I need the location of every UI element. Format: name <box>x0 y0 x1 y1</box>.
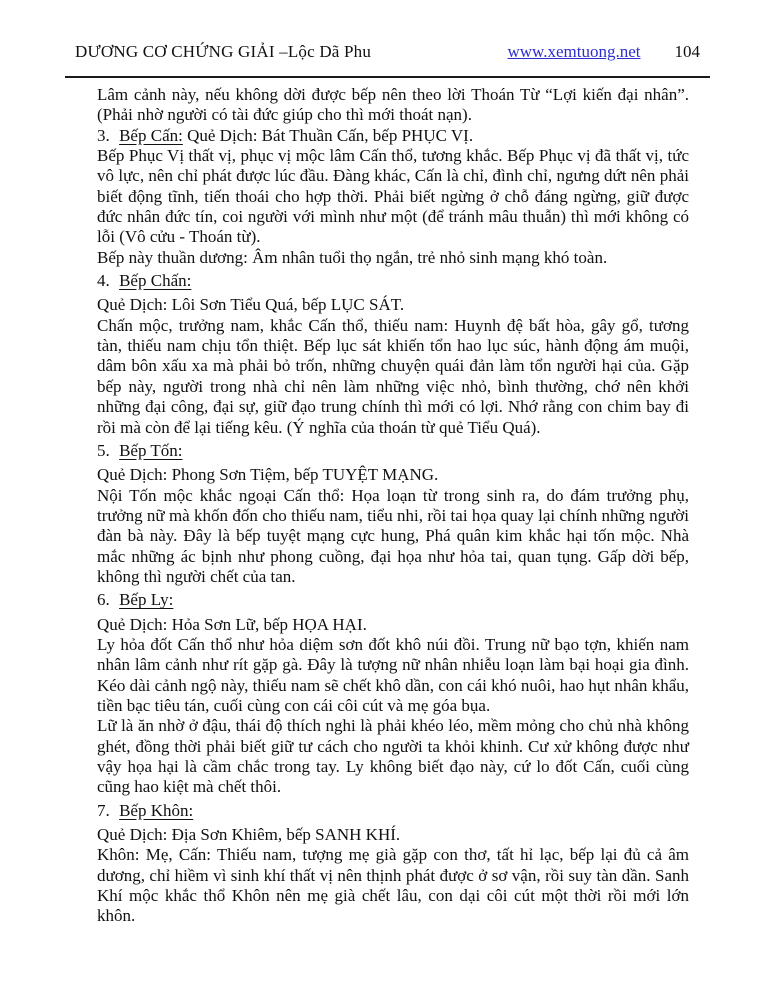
paragraph-que-dich-tuyet-mang: Quẻ Dịch: Phong Sơn Tiệm, bếp TUYỆT MẠNG. <box>97 465 439 485</box>
paragraph-que-dich-luc-sat: Quẻ Dịch: Lôi Sơn Tiểu Quá, bếp LỤC SÁT. <box>97 295 405 315</box>
page-number: 104 <box>674 42 700 61</box>
section-heading-bep-chan <box>97 271 689 291</box>
section-number: 7. <box>97 800 110 820</box>
section-label: Bếp Cấn: <box>119 125 183 145</box>
section-number: 3. <box>97 125 110 145</box>
paragraph-que-dich-hoa-hai: Quẻ Dịch: Hỏa Sơn Lữ, bếp HỌA HẠI. <box>97 614 367 634</box>
section-number: 4. <box>97 271 110 291</box>
page-body <box>97 85 689 927</box>
section-number: 5. <box>97 440 110 460</box>
section-heading-bep-can <box>97 126 689 146</box>
section-heading-bep-khon <box>97 801 689 821</box>
paragraph-lam-canh: Lâm cảnh này, nếu không dời được bếp nên theo lời Thoán Từ “Lợi kiến đại nhân”. (Phải nhờ người có tài đức giúp cho thì mới thoát nạn). <box>97 85 689 125</box>
paragraph-bep-phuc-vi: Bếp Phục Vị thất vị, phục vị mộc lâm Cấn thổ, tương khắc. Bếp Phục vị đã thất vị, tức vô lực, nên chỉ phát được lúc đầu. Đàng khác, Cấn là chỉ, đình chỉ, ngưng dứt nên phải biết động tĩnh, tiến thoái cho hợp thời. Phải biết ngừng ở chỗ đáng ngừng, giữ được đức nhân đức tín, coi người với mình như một (để tránh mâu thuẫn) thì mới không có lỗi (Vô cửu - Thoán từ). <box>97 146 689 247</box>
paragraph-lu-la-an-nho: Lữ là ăn nhờ ở đậu, thái độ thích nghi là phải khéo léo, mềm mỏng cho chủ nhà không ghét, đồng thời phải biết giữ tư cách cho người ta khỏi khinh. Cư xử không được như vậy họa hại là cầm chắc trong tay. Ly không biết đạo này, cứ lo đốt Cấn, cuối cùng cũng hao kiệt mà chết thôi. <box>97 716 689 797</box>
paragraph-khon-me: Khôn: Mẹ, Cấn: Thiếu nam, tượng mẹ già gặp con thơ, tất hỉ lạc, bếp lại đủ cả âm dương, chỉ hiềm vì sinh khí thất vị nên thịnh phát được ở sơ vận, rồi suy tàn dần. Sanh Khí mộc khắc thổ Khôn nên mẹ già chết lâu, con dại côi cút một thời rồi mới lớn khôn. <box>97 845 689 926</box>
section-label: Bếp Chấn: <box>119 271 192 291</box>
section-label: Bếp Khôn: <box>119 800 194 820</box>
section-heading-bep-ly <box>97 590 689 610</box>
website-link[interactable]: www.xemtuong.net <box>507 42 641 61</box>
paragraph-que-dich-sanh-khi: Quẻ Dịch: Địa Sơn Khiêm, bếp SANH KHÍ. <box>97 825 401 845</box>
section-heading-tail: Quẻ Dịch: Bát Thuần Cấn, bếp PHỤC VỊ. <box>182 125 474 145</box>
section-label: Bếp Ly: <box>119 590 174 610</box>
section-number: 6. <box>97 590 110 610</box>
paragraph-chan-moc: Chấn mộc, trưởng nam, khắc Cấn thổ, thiếu nam: Huynh đệ bất hòa, gây gổ, tương tàn, thiếu nam chịu tổn thiệt. Bếp lục sát khiến tổn hao lục súc, hành động ám muội, dâm bôn xấu xa mà phải bỏ trốn, những chuyện quái đản làm tổn người hại của. Gặp bếp này, người trong nhà chỉ nên làm những việc nhỏ, bình thường, chớ nên khởi những đại công, đại sự, giữ đạo trung chính thì mới có lợi. Nhớ rằng con chim bay đi rồi mà còn để lại tiếng kêu. (Ý nghĩa của thoán từ quẻ Tiểu Quá). <box>97 315 689 437</box>
section-label: Bếp Tốn: <box>119 440 183 460</box>
paragraph-thuan-duong: Bếp này thuần dương: Âm nhân tuổi thọ ngắn, trẻ nhỏ sinh mạng khó toàn. <box>97 247 608 267</box>
paragraph-ly-hoa: Ly hỏa đốt Cấn thổ như hỏa diệm sơn đốt khô núi đồi. Trung nữ bạo tợn, khiến nam nhân lâm cảnh như rít gặp gà. Đây là tượng nữ nhân nhiễu loạn làm bại hoại gia đình. Kéo dài cảnh ngộ này, thiếu nam sẽ chết khô dần, con cái khó nuôi, hao hụt nhân khẩu, tiền bạc tiêu tán, cuối cùng con cái côi cút và mẹ góa bụa. <box>97 634 689 715</box>
page-header <box>75 42 700 62</box>
document-title: DƯƠNG CƠ CHỨNG GIẢI –Lộc Dã Phu <box>75 42 372 61</box>
paragraph-noi-ton: Nội Tốn mộc khắc ngoại Cấn thổ: Họa loạn từ trong sinh ra, do đám trưởng phụ, trưởng nữ mà khốn đốn cho thiếu nam, tiểu nhi, rồi tai họa quay lại chính những người đàn bà này. Đây là bếp tuyệt mạng cực hung, Phá quân kim khắc hại tốn mộc. Nhà mắc những ác bịnh như phong cuồng, đại họa như hỏa tai, quan tụng. Gấp dời bếp, không thì người chết của tan. <box>97 485 689 586</box>
section-heading-bep-ton <box>97 441 689 461</box>
header-divider <box>65 76 710 78</box>
